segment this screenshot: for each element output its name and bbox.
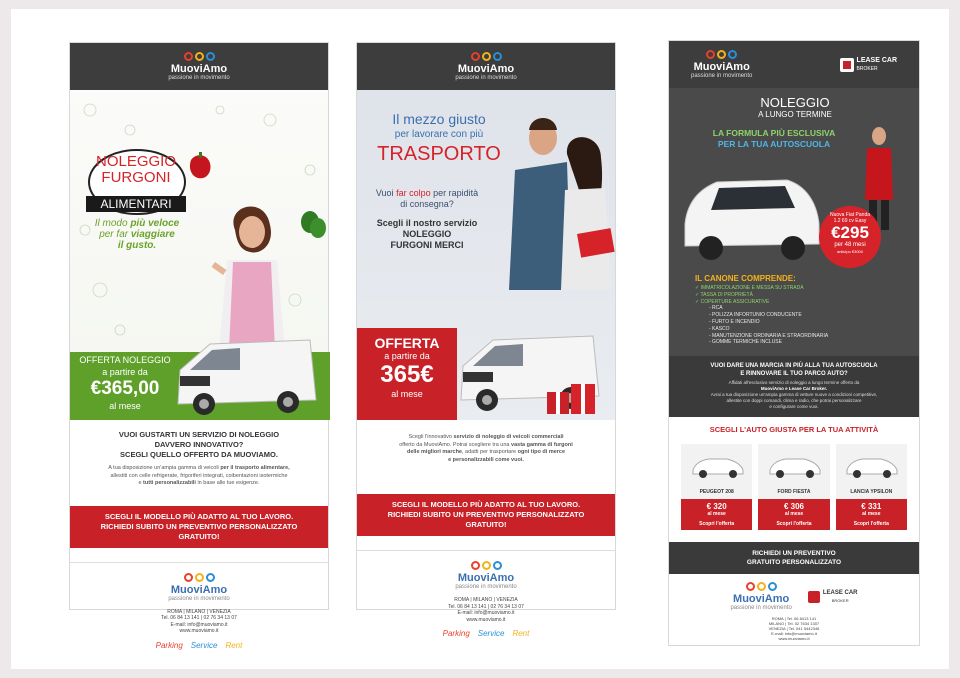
canone-item: - POLIZZA INFORTUNIO CONDUCENTE: [709, 312, 802, 319]
footer-tel: Tel. 06 84 13 141 | 02 76 34 13 07: [161, 615, 237, 621]
pepper-icon: [185, 150, 215, 182]
footer-web[interactable]: www.muoviamo.it: [179, 628, 219, 634]
footer-logo[interactable]: MuoviAmo passione in movimento: [70, 573, 328, 603]
canone-item: - KASCO: [709, 325, 730, 332]
brand-logo[interactable]: MuoviAmo passione in movimento: [455, 52, 516, 82]
car-price-period: al mese: [862, 511, 881, 517]
price-badge: Nuova Fiat Panda 1.2 69 cv Easy €295 per 48 mesi anticipo €3000: [819, 206, 881, 268]
chalkboard-hero: [669, 88, 919, 356]
hero-title-line2: FURGONI: [101, 169, 171, 186]
footer-web[interactable]: www.muoviamo.it: [778, 636, 810, 641]
intro-heading: VUOI GUSTARTI UN SERVIZIO DI NOLEGGIO DAVVERO INNOVATIVO? SCEGLI QUELLO OFFERTO DA MUOVIAMO.: [118, 430, 280, 459]
footer-partner-logo[interactable]: LEASE CAR BROKER: [808, 590, 858, 604]
car-icon: [687, 454, 747, 480]
offer-line3: al mese: [109, 401, 141, 411]
intro-paragraph: A tua disposizione un'ampia gamma di veicoli per il trasporto alimentare, allestiti con celle refrigerate, frigoriferi integrati, coibentazioni isotermiche e tutti personalizzabili in base alle tue esigenze.: [108, 465, 290, 486]
hero-image: [70, 90, 328, 420]
car-icon: [841, 454, 901, 480]
car-name: PEUGEOT 208: [699, 489, 734, 495]
car-price-box: [681, 499, 752, 530]
logo-icon: [471, 52, 502, 63]
footer-cities: ROMA | MILANO | VENEZIA: [167, 608, 231, 615]
car-grid: [669, 444, 919, 530]
header-bar: [357, 43, 615, 90]
logo-icon: [746, 582, 777, 593]
discover-offer-link[interactable]: Scopri l'offerta: [699, 521, 735, 527]
gift-boxes-icon: [543, 378, 603, 418]
canone-item: ✓ IMMATRICOLAZIONE E MESSA SU STRADA: [695, 285, 804, 291]
footer-web[interactable]: www.muoviamo.it: [466, 616, 506, 623]
car-name: LANCIA YPSILON: [850, 489, 893, 495]
footer-tel: Tel. 06 84 13 141 | 02 76 34 13 07: [448, 603, 524, 610]
quote-cta-button[interactable]: SCEGLI IL MODELLO PIÙ ADATTO AL TUO LAVORO. RICHIEDI SUBITO UN PREVENTIVO PERSONALIZZATO GRATUITO!: [70, 506, 328, 548]
quote-cta-button[interactable]: RICHIEDI UN PREVENTIVO GRATUITO PERSONALIZZATO: [669, 542, 919, 574]
hero-service: Scegli il nostro servizio NOLEGGIO FURGONI MERCI: [376, 218, 478, 250]
header-bar: [669, 41, 919, 88]
logo-icon: [184, 52, 215, 63]
canone-item: ✓ TASSA DI PROPRIETÀ: [695, 291, 753, 298]
lease-car-icon: [808, 591, 820, 603]
footer: [70, 573, 328, 650]
brand-tagline: passione in movimento: [168, 74, 230, 81]
car-card[interactable]: [681, 444, 752, 530]
footer-email[interactable]: E-mail: info@muoviamo.it: [170, 621, 228, 628]
hero-title-tag: ALIMENTARI: [86, 196, 186, 212]
footer-logo[interactable]: MuoviAmo passione in movimento: [357, 561, 615, 591]
car-price-period: al mese: [707, 511, 726, 517]
canone-item: - GOMME TERMICHE INCLUSE: [709, 339, 782, 346]
car-price: € 306: [783, 502, 804, 511]
car-price-period: al mese: [784, 511, 804, 517]
hero-title-line1: NOLEGGIO: [95, 153, 177, 170]
service-link[interactable]: Service: [477, 629, 505, 638]
car-price-box: [836, 499, 907, 530]
hero-question: Vuoi far colpo per rapidità di consegna?: [375, 188, 479, 209]
quote-cta-button[interactable]: SCEGLI IL MODELLO PIÙ ADATTO AL TUO LAVORO. RICHIEDI SUBITO UN PREVENTIVO PERSONALIZZATO GRATUITO!: [357, 494, 615, 536]
footer: MuoviAmo passione in movimento LEASE CAR BROKER ROMA | Tel. 06 8413 141 MILANO | Tel. 02 7634 1307 VENEZIA | Tel. 041 5442346 E-mail: info@muoviamo.it www.muoviamo.it: [669, 582, 919, 641]
logo-icon: [471, 561, 502, 572]
canone-item: - FURTO E INCENDIO: [709, 318, 760, 325]
fiat-panda-image: [677, 164, 827, 264]
car-name: FORD FIESTA: [777, 489, 811, 495]
newsletter-furgoni-alimentari: [69, 42, 329, 650]
canone-item: - RCA: [709, 305, 723, 312]
service-link[interactable]: Service: [190, 640, 218, 650]
footer-email[interactable]: E-mail: info@muoviamo.it: [771, 631, 817, 636]
brand-name: MuoviAmo: [170, 62, 228, 75]
discover-offer-link[interactable]: Scopri l'offerta: [853, 521, 889, 527]
hero-title: NOLEGGIO A LUNGO TERMINE: [758, 95, 832, 119]
chalk-slogan: LA FORMULA PIÙ ESCLUSIVA PER LA TUA AUTOSCUOLA: [712, 128, 836, 149]
offer-text: [70, 354, 180, 412]
hero-image: [357, 90, 615, 420]
newsletter-noleggio-lungo-termine: [668, 40, 920, 646]
hero-title: [84, 154, 188, 186]
discover-offer-link[interactable]: Scopri l'offerta: [776, 521, 812, 527]
spinach-icon: [298, 210, 328, 246]
section-title: SCEGLI L'AUTO GIUSTA PER LA TUA ATTIVITÀ: [709, 425, 879, 434]
offer-line1: OFFERTA NOLEGGIO: [79, 355, 171, 365]
header-bar: [70, 43, 328, 90]
hero-headline: Il mezzo giusto per lavorare con più TRASPORTO: [377, 111, 501, 165]
brand-logo[interactable]: MuoviAmo passione in movimento: [691, 50, 752, 80]
parking-link[interactable]: Parking: [442, 629, 470, 638]
dark-intro: VUOI DARE UNA MARCIA IN PIÙ ALLA TUA AUTOSCUOLA E RINNOVARE IL TUO PARCO AUTO? Affidati all'esclusivo servizio di noleggio a lungo termine offerto da MuoviAmo e Lease Car Broker. Avrai a tua disposizione un'ampia gamma di vetture nuove a condizioni competitive, allestite con doppi comandi, clima e radio, che potrai personalizzare e configurare come vuoi.: [669, 356, 919, 417]
intro-paragraph: Scegli l'innovativo servizio di noleggio di veicoli commerciali offerto da MuoviAmo. Potrai scegliere tra una vasta gamma di furgoni delle migliori marche, adatti per trasportare ogni tipo di merce e personalizzabili come vuoi.: [399, 434, 573, 463]
intro-section: [357, 434, 615, 464]
lease-car-icon: [840, 58, 854, 72]
van-image: [170, 330, 320, 420]
footer: [357, 561, 615, 638]
footer-cities: ROMA | MILANO | VENEZIA: [454, 597, 518, 603]
canone-list: IL CANONE COMPRENDE: ✓ IMMATRICOLAZIONE E MESSA SU STRADA ✓ TASSA DI PROPRIETÀ ✓ COPERTURE ASSICURATIVE - RCA - POLIZZA INFORTUNIO CONDUCENTE - FURTO E INCENDIO - KASCO - MANUTENZIONE ORDINARIA E STRAORDINARIA - GOMME TERMICHE INCLUSE: [695, 274, 915, 346]
car-card[interactable]: [836, 444, 907, 530]
rent-link[interactable]: Rent: [225, 640, 243, 650]
woman-chef-image: [205, 200, 300, 350]
logo-icon: [706, 50, 737, 61]
offer-price: €365,00: [90, 378, 160, 399]
canone-item: ✓ COPERTURE ASSICURATIVE: [695, 298, 770, 305]
car-card[interactable]: [758, 444, 829, 530]
offer-line2: a partire da: [102, 367, 148, 377]
offer-text: OFFERTA a partire da 365€ al mese: [374, 335, 440, 399]
car-price: € 320: [706, 502, 727, 511]
couple-image: [505, 110, 617, 290]
parking-link[interactable]: Parking: [155, 640, 183, 650]
logo-icon: [184, 573, 215, 584]
brand-logo[interactable]: [168, 52, 229, 82]
canone-item: - MANUTENZIONE ORDINARIA E STRAORDINARIA: [709, 332, 829, 339]
car-price-box: [758, 499, 829, 530]
footer-email[interactable]: E-mail: info@muoviamo.it: [457, 610, 515, 616]
newsletter-furgoni-merci: [356, 42, 616, 638]
car-icon: [764, 454, 824, 480]
car-price: € 331: [861, 502, 882, 511]
hero-subtitle: Il modo più veloce per far viaggiare il gusto.: [94, 218, 180, 251]
intro-section: [70, 430, 328, 488]
rent-link[interactable]: Rent: [512, 629, 530, 638]
footer-logo[interactable]: MuoviAmo passione in movimento: [730, 582, 791, 612]
partner-logo[interactable]: LEASE CAR BROKER: [840, 57, 897, 73]
